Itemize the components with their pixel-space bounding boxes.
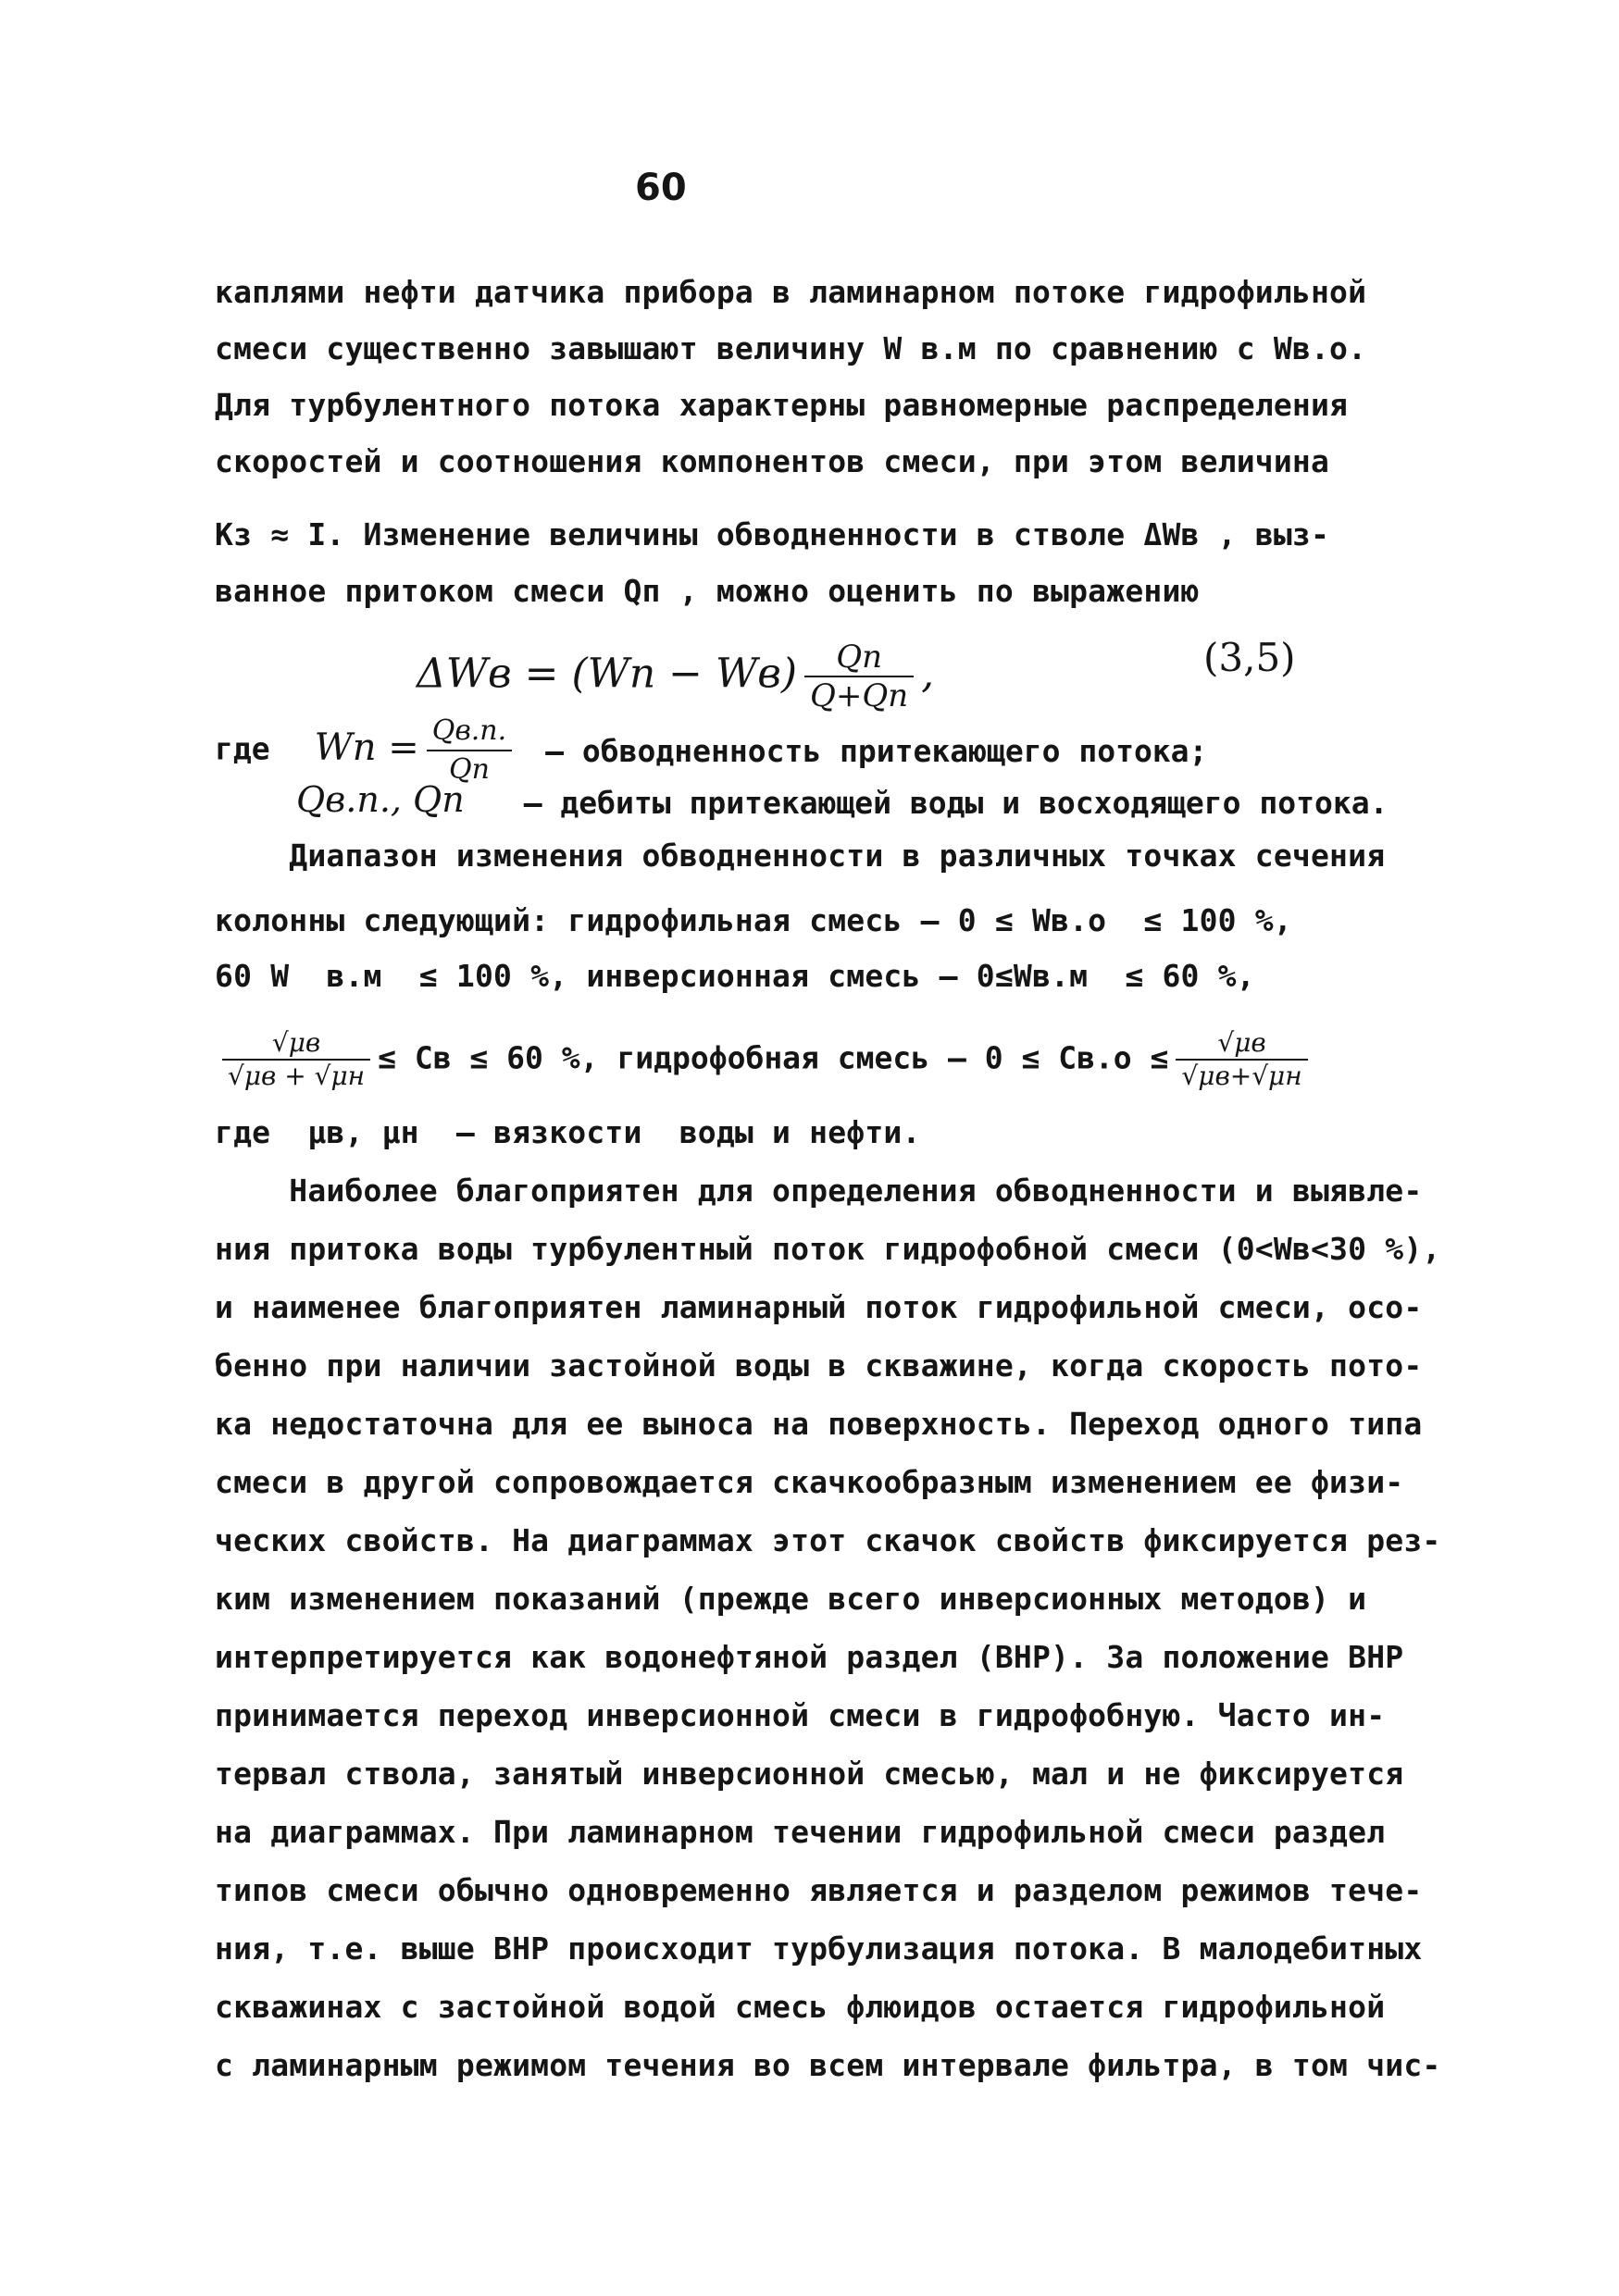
text-line: Для турбулентного потока характерны равномерные распределения [215, 387, 1349, 423]
text-line: ванное притоком смеси Qп , можно оценить по выражению [215, 573, 1200, 609]
definition-symbol [315, 713, 520, 788]
inequality-line [215, 1027, 1315, 1092]
text-line: ния, т.е. выше ВНР происходит турбулизация потока. В малодебитных [215, 1930, 1423, 1967]
formula-fraction [804, 639, 914, 714]
definition-line [296, 779, 1388, 821]
text-line: типов смеси обычно одновременно является и разделом режимов тече- [215, 1872, 1423, 1908]
text-line: смеси существенно завышают величину W в.м по сравнению с Wв.о. [215, 330, 1367, 366]
left-numerator: √μв [222, 1027, 370, 1061]
text-line: принимается переход инверсионной смеси в гидрофобную. Часто ин- [215, 1697, 1386, 1733]
formula-numerator: Qп [804, 639, 914, 677]
text-line: ния притока воды турбулентный поток гидрофобной смеси (0<Wв<30 %), [215, 1231, 1441, 1267]
text-line: скважинах с застойной водой смесь флюидов остается гидрофильной [215, 1989, 1386, 2025]
text-line: колонны следующий: гидрофильная смесь – 0 ≤ Wв.о ≤ 100 %, [215, 902, 1292, 938]
left-sqrt-fraction [222, 1027, 370, 1092]
text-line: с ламинарным режимом течения во всем интервале фильтра, в том чис- [215, 2047, 1441, 2083]
symbol-text: Wп = [314, 726, 419, 769]
formula-trail: , [921, 650, 935, 698]
formula-3-5 [417, 639, 934, 714]
text-line: ческих свойств. На диаграммах этот скачок свойств фиксируется рез- [215, 1522, 1441, 1558]
text-line: на диаграммах. При ламинарном течении гидрофильной смеси раздел [215, 1814, 1386, 1850]
text-line: и наименее благоприятен ламинарный поток гидрофильной смеси, осо- [215, 1289, 1423, 1325]
text-line: смеси в другой сопровождается скачкообразным изменением ее физи- [215, 1464, 1404, 1500]
page-number: 60 [635, 167, 687, 209]
text-line: ким изменением показаний (прежде всего инверсионных методов) и [215, 1581, 1367, 1617]
definition-fraction [427, 713, 512, 788]
definition-line [215, 713, 1207, 788]
equation-number: (3,5) [1203, 635, 1296, 680]
text-line: 60 W в.м ≤ 100 %, инверсионная смесь – 0≤Wв.м ≤ 60 %, [215, 958, 1255, 994]
left-denominator: √μв + √μн [228, 1061, 366, 1091]
definition-numerator: Qв.п. [427, 713, 512, 751]
text-line: Диапазон изменения обводненности в различных точках сечения [215, 838, 1386, 874]
formula-lhs: ΔWв = (Wп − Wв) [417, 650, 798, 698]
text-line: бенно при наличии застойной воды в скважине, когда скорость пото- [215, 1347, 1423, 1384]
inequality-middle: ≤ Cв ≤ 60 %, гидрофобная смесь – 0 ≤ Cв.о ≤ [378, 1039, 1169, 1076]
formula-denominator: Q+Qп [810, 677, 909, 714]
text-line: Наиболее благоприятен для определения обводненности и выявле- [215, 1173, 1423, 1209]
definition-symbol: Qв.п., Qп [296, 779, 465, 820]
text-line: каплями нефти датчика прибора в ламинарном потоке гидрофильной [215, 274, 1367, 310]
right-numerator: √μв [1176, 1027, 1307, 1061]
text-line: где μв, μн – вязкости воды и нефти. [215, 1114, 921, 1150]
right-sqrt-fraction [1176, 1027, 1307, 1092]
definition-description: – обводненность притекающего потока; [545, 732, 1208, 769]
right-denominator: √μв+√μн [1181, 1061, 1302, 1091]
text-line: тервал ствола, занятый инверсионной смесью, мал и не фиксируется [215, 1756, 1404, 1792]
text-line: Kз ≈ I. Изменение величины обводненности в стволе ΔWв , выз- [215, 516, 1330, 552]
definition-description: – дебиты притекающей воды и восходящего потока. [523, 785, 1389, 821]
text-line: интерпретируется как водонефтяной раздел (ВНР). За положение ВНР [215, 1639, 1404, 1675]
text-line: скоростей и соотношения компонентов смеси, при этом величина [215, 443, 1330, 479]
where-label: где [215, 730, 270, 767]
text-line: ка недостаточна для ее выноса на поверхность. Переход одного типа [215, 1406, 1423, 1442]
definition-denominator: Qп [448, 753, 490, 786]
